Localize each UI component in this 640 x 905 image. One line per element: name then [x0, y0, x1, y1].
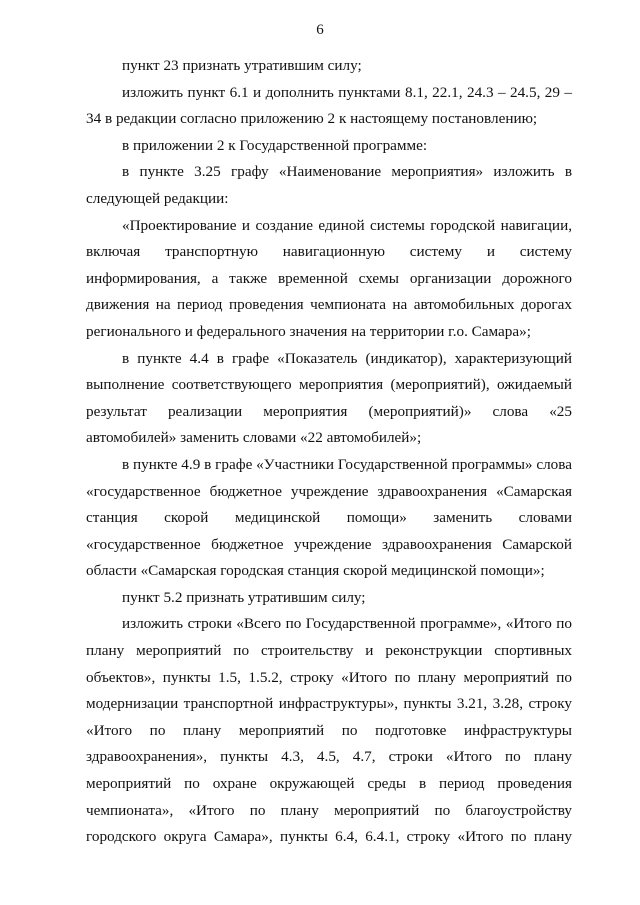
paragraph-continued: изложить строки «Всего по Государственной программе», «Итого по плану мероприятий по строительству и реконструкции спортивных объектов», пункты 1.5, 1.5.2, строку «Итого по плану мероприятий по модернизации транспортной инфраструктуры», пункты 3.21, 3.28, строку «Итого по плану мероприятий по подготовке инфраструктуры здравоохранения», пункты 4.3, 4.5, 4.7, строки «Итого по плану мероприятий по охране окружающей среды в период проведения чемпионата», «Итого по плану мероприятий по благоустройству городского округа Самара», пункты 6.4, 6.4.1, строку «Итого по плану: [86, 615, 572, 846]
paragraph: в пункте 4.9 в графе «Участники Государственной программы» слова «государственное бюджетное учреждение здравоохранения «Самарская станция скорой медицинской помощи» заменить словами «государственное бюджетное учреждение здравоохранения Самарской области «Самарская городская станция скорой медицинской помощи»;: [86, 455, 572, 580]
paragraph: изложить пункт 6.1 и дополнить пунктами 8.1, 22.1, 24.3 – 24.5, 29 – 34 в редакции согласно приложению 2 к настоящему постановлению;: [86, 83, 572, 128]
paragraph: пункт 5.2 признать утратившим силу;: [122, 588, 366, 606]
paragraph: пункт 23 признать утратившим силу;: [122, 57, 362, 74]
document-body: [86, 53, 572, 851]
paragraph: «Проектирование и создание единой системы городской навигации, включая транспортную навигационную систему и систему информирования, а также временной схемы организации дорожного движения на период проведения чемпионата на автомобильных дорогах регионального и федерального значения на территории г.о. Самара»;: [86, 216, 572, 340]
paragraph: в пункте 3.25 графу «Наименование мероприятия» изложить в следующей редакции:: [86, 163, 572, 207]
paragraph: в пункте 4.4 в графе «Показатель (индикатор), характеризующий выполнение соответствующего мероприятия (мероприятий), ожидаемый результат реализации мероприятия (мероприятий)» слова «25 автомобилей» заменить словами «22 автомобилей»;: [86, 349, 572, 447]
paragraph: в приложении 2 к Государственной программе:: [122, 136, 428, 154]
page-number: 6: [316, 22, 324, 38]
